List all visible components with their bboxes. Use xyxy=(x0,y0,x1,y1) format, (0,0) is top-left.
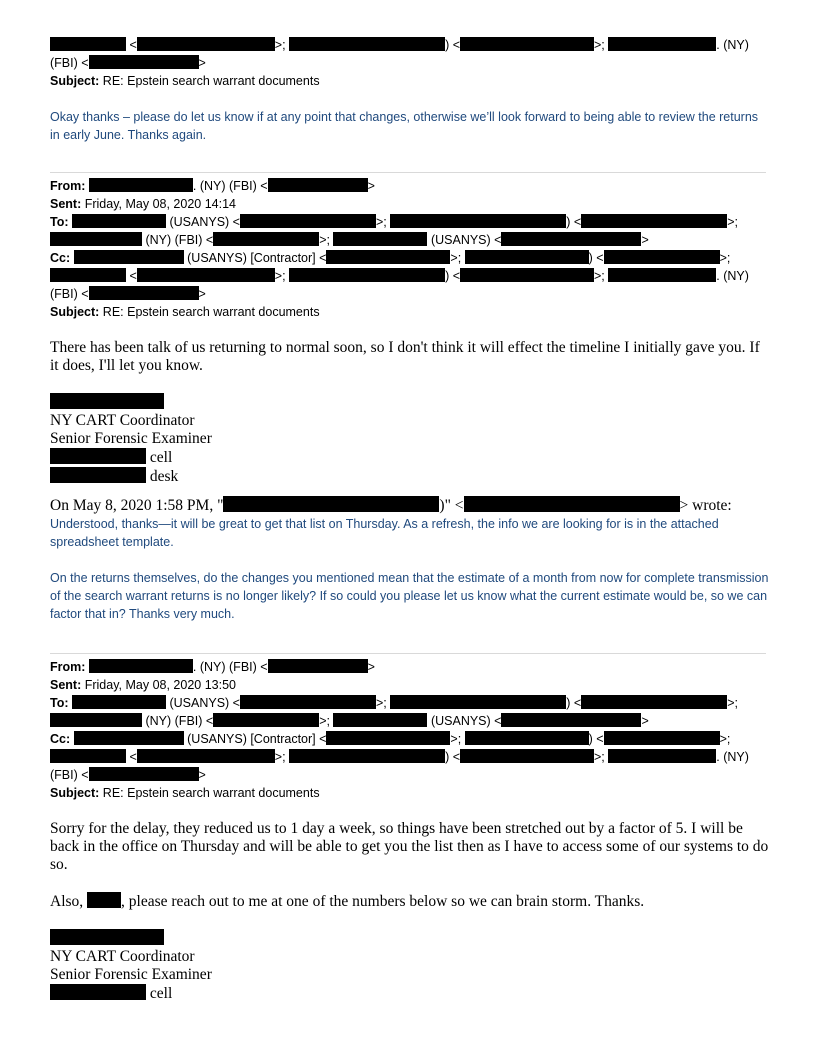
signature-phone: cell xyxy=(50,984,770,1003)
redaction xyxy=(501,713,641,727)
redaction xyxy=(89,659,193,673)
email-body-also: Also, , please reach out to me at one of the numbers below so we can brain storm. Thanks. xyxy=(50,893,645,910)
signature-name xyxy=(50,929,770,948)
redaction xyxy=(137,749,275,763)
redaction xyxy=(333,713,427,727)
to-line: To: (USANYS) < >; ) < >; xyxy=(50,215,738,229)
quoted-text: On the returns themselves, do the changes you mentioned mean that the estimate of a month from now for complete transmission of the search warrant returns is no longer likely? If so could you please let us know what the current estimate would be, so we can factor that in? Thanks very much. xyxy=(50,571,769,621)
redaction xyxy=(50,749,126,763)
redaction xyxy=(501,232,641,246)
redaction xyxy=(390,695,566,709)
redaction xyxy=(604,731,720,745)
redaction xyxy=(50,713,142,727)
cc-line-continued: < >; ) < >; . (NY) xyxy=(50,267,770,285)
signature-title: NY CART Coordinator xyxy=(50,948,195,965)
signature-title: NY CART Coordinator xyxy=(50,412,195,429)
redaction xyxy=(50,929,164,945)
signature-title: Senior Forensic Examiner xyxy=(50,966,212,983)
redaction xyxy=(581,695,727,709)
redaction xyxy=(608,749,716,763)
redaction xyxy=(74,731,184,745)
redaction xyxy=(72,214,166,228)
signature-title: Senior Forensic Examiner xyxy=(50,430,212,447)
redaction xyxy=(50,393,164,409)
redaction xyxy=(390,214,566,228)
redaction xyxy=(465,731,589,745)
signature-name xyxy=(50,393,770,412)
redaction xyxy=(240,214,376,228)
redaction xyxy=(213,713,319,727)
redaction xyxy=(460,268,594,282)
redaction xyxy=(289,749,445,763)
reply-text: Okay thanks – please do let us know if at any point that changes, otherwise we’ll look forward to being able to review the returns in early June. Thanks again. xyxy=(50,110,759,142)
redaction xyxy=(240,695,376,709)
subject-line: Subject: RE: Epstein search warrant documents xyxy=(50,786,320,800)
cc-line-end: (FBI) < > xyxy=(50,56,206,70)
redaction xyxy=(223,496,439,512)
email-body: There has been talk of us returning to normal soon, so I don't think it will effect the timeline I initially gave you. If it does, I'll let you know. xyxy=(50,339,760,374)
quote-intro: On May 8, 2020 1:58 PM, " )" < > wrote: xyxy=(50,497,732,514)
redaction xyxy=(72,695,166,709)
redaction xyxy=(460,749,594,763)
redaction xyxy=(213,232,319,246)
email-thread xyxy=(50,36,770,1003)
redaction xyxy=(50,467,146,483)
cc-line-end: (FBI) < > xyxy=(50,287,206,301)
to-line: To: (USANYS) < >; ) < >; xyxy=(50,696,738,710)
cc-line-end: (FBI) < > xyxy=(50,768,206,782)
redaction xyxy=(50,268,126,282)
redaction xyxy=(581,214,727,228)
redaction xyxy=(604,250,720,264)
redaction xyxy=(89,767,199,781)
subject-line: Subject: RE: Epstein search warrant documents xyxy=(50,74,320,88)
redaction xyxy=(460,37,594,51)
to-line-continued: (NY) (FBI) < >; (USANYS) < > xyxy=(50,231,770,249)
redaction xyxy=(87,892,121,908)
redaction xyxy=(326,250,450,264)
redaction xyxy=(464,496,680,512)
redaction xyxy=(608,268,716,282)
sent-line: Sent: Friday, May 08, 2020 13:50 xyxy=(50,678,236,692)
cc-line-continued: < >; ) < >; . (NY) xyxy=(50,748,770,766)
from-line: From: . (NY) (FBI) < > xyxy=(50,179,375,193)
email-body: Sorry for the delay, they reduced us to 1 day a week, so things have been stretched out by a factor of 5. I will be back in the office on Thursday and will be able to get you the list then as I have to access some of our systems to do so. xyxy=(50,820,769,873)
redaction xyxy=(50,984,146,1000)
redaction xyxy=(137,37,275,51)
signature-phone: cell xyxy=(50,448,770,467)
redaction xyxy=(608,37,716,51)
cc-line-continued: < >; ) < >; . (NY) xyxy=(50,36,770,54)
redaction xyxy=(50,37,126,51)
subject-line: Subject: RE: Epstein search warrant documents xyxy=(50,305,320,319)
redaction xyxy=(333,232,427,246)
redaction xyxy=(50,232,142,246)
redaction xyxy=(89,178,193,192)
redaction xyxy=(289,37,445,51)
from-line: From: . (NY) (FBI) < > xyxy=(50,660,375,674)
redaction xyxy=(89,286,199,300)
to-line-continued: (NY) (FBI) < >; (USANYS) < > xyxy=(50,712,770,730)
cc-line: Cc: (USANYS) [Contractor] < >; ) < >; xyxy=(50,251,731,265)
redaction xyxy=(74,250,184,264)
quoted-text: Understood, thanks—it will be great to get that list on Thursday. As a refresh, the info we are looking for is in the attached spreadsheet template. xyxy=(50,517,719,549)
redaction xyxy=(89,55,199,69)
signature-phone: desk xyxy=(50,467,770,486)
cc-line: Cc: (USANYS) [Contractor] < >; ) < >; xyxy=(50,732,731,746)
redaction xyxy=(137,268,275,282)
redaction xyxy=(326,731,450,745)
sent-line: Sent: Friday, May 08, 2020 14:14 xyxy=(50,197,236,211)
redaction xyxy=(268,178,368,192)
redaction xyxy=(465,250,589,264)
redaction xyxy=(50,448,146,464)
redaction xyxy=(268,659,368,673)
redaction xyxy=(289,268,445,282)
